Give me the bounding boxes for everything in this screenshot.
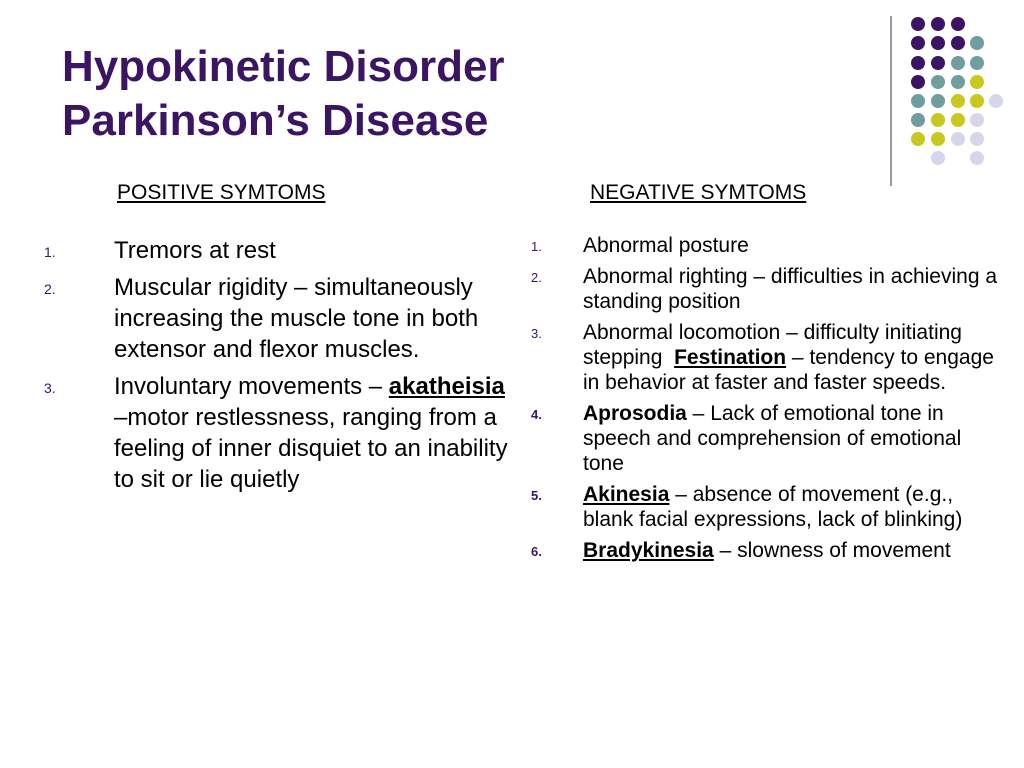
list-item [531,233,1001,258]
item-text-lead: Involuntary movements – [114,373,389,400]
decorative-dot-grid [0,0,1024,200]
item-number: 1. [531,239,542,254]
decorative-dot [931,75,945,89]
key-term-aprosodia: Aprosodia [583,402,687,425]
key-term-akatheisia: akatheisia [388,373,505,400]
list-item [531,401,1001,476]
item-text [583,482,1001,532]
decorative-dot [911,75,925,89]
decorative-dot [951,17,965,31]
item-text: Tremors at rest [114,237,276,264]
item-number: 3. [531,326,542,341]
negative-symptoms-list [531,233,1001,569]
item-number: 5. [531,488,542,503]
decorative-dot [911,17,925,31]
positive-symptoms-heading: POSITIVE SYMTOMS [117,181,326,204]
item-text-definition: – Lack of emotional tone in speech and comprehension of emotional tone [583,402,962,475]
decorative-dot [931,17,945,31]
item-text-definition: – tendency to engage in behavior at faster and faster speeds. [583,346,994,394]
item-text [583,320,1001,395]
negative-symptoms-heading: NEGATIVE SYMTOMS [590,181,807,204]
item-text: Muscular rigidity – simultaneously increasing the muscle tone in both extensor and flexor muscles. [114,274,479,363]
decorative-dot [951,113,965,127]
key-term-akinesia: Akinesia [583,483,670,506]
item-text-lead: Abnormal locomotion – difficulty initiating stepping [583,321,968,369]
key-term-festination: Festination [674,346,787,369]
decorative-dot [911,94,925,108]
decorative-dot [911,36,925,50]
decorative-dot [911,132,925,146]
item-text: Abnormal righting – difficulties in achieving a standing position [583,265,998,313]
item-number: 2. [44,281,56,297]
item-text [583,401,1001,476]
decorative-dot [951,36,965,50]
item-number: 6. [531,544,542,559]
list-item [531,482,1001,532]
decorative-dot [951,94,965,108]
decorative-dot [931,94,945,108]
decorative-dot [911,56,925,70]
decorative-dot [970,56,984,70]
item-text-definition: – absence of movement (e.g., blank facial expressions, lack of blinking) [583,483,963,531]
item-text [583,538,1001,563]
list-item [531,538,1001,563]
decorative-dot [970,94,984,108]
list-item [531,320,1001,395]
decorative-dot [951,75,965,89]
positive-symptoms-list [44,235,514,501]
decorative-dot [931,56,945,70]
decorative-dot [989,94,1003,108]
item-number: 4. [531,407,542,422]
decorative-dot [931,36,945,50]
title-line-2: Parkinson’s Disease [62,96,489,145]
decorative-dot [970,36,984,50]
item-number: 2. [531,270,542,285]
decorative-dot [931,151,945,165]
decorative-dot [970,151,984,165]
decorative-dot [951,56,965,70]
item-number: 3. [44,380,56,396]
decorative-dot [951,132,965,146]
list-item [44,272,514,365]
title-line-1: Hypokinetic Disorder [62,42,505,91]
list-item [44,371,514,495]
key-term-bradykinesia: Bradykinesia [583,539,714,562]
item-text [114,371,514,495]
list-item [44,235,514,266]
item-text-definition: –motor restlessness, ranging from a feeling of inner disquiet to an inability to sit or lie quietly [114,404,508,493]
decorative-dot [911,113,925,127]
decorative-dot [970,132,984,146]
item-text-definition: – slowness of movement [713,539,951,562]
decorative-dot [931,113,945,127]
decorative-dot [970,113,984,127]
list-item [531,264,1001,314]
decorative-dot [931,132,945,146]
item-text: Abnormal posture [583,234,749,257]
item-number: 1. [44,244,56,260]
decorative-dot [970,75,984,89]
